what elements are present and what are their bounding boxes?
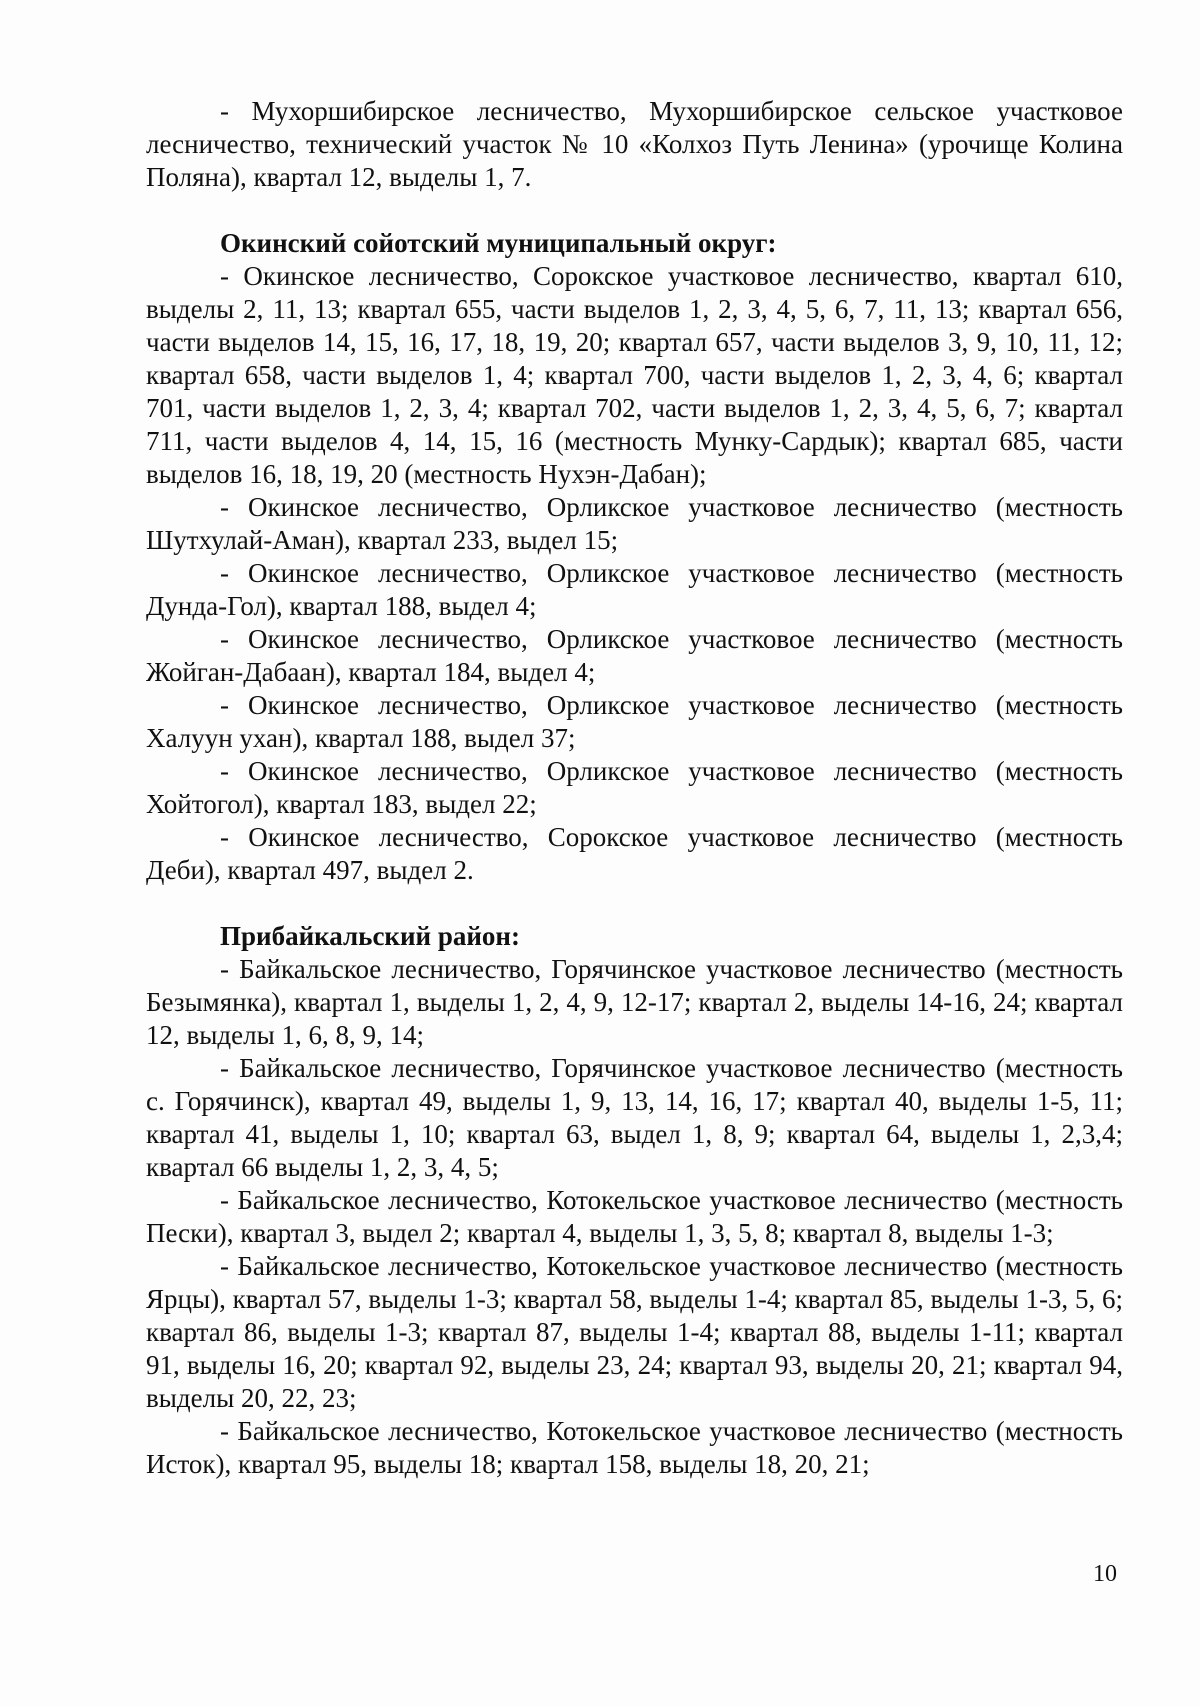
list-item: - Байкальское лесничество, Котокельское участковое лесничество (местность Исток), квартал 95, выделы 18; квартал 158, выделы 18, 20, 21; <box>146 1416 1123 1479</box>
list-item: - Байкальское лесничество, Котокельское участковое лесничество (местность Пески), квартал 3, выдел 2; квартал 4, выделы 1, 3, 5, 8; квартал 8, выделы 1-3; <box>146 1185 1123 1248</box>
section-pribaikalsky <box>146 920 1123 1481</box>
list-item: - Окинское лесничество, Орликское участковое лесничество (местность Шутхулай-Аман), квартал 233, выдел 15; <box>146 492 1123 555</box>
list-item: - Окинское лесничество, Сорокское участковое лесничество (местность Деби), квартал 497, выдел 2. <box>146 822 1123 885</box>
intro-paragraph: - Мухоршибирское лесничество, Мухоршибирское сельское участковое лесничество, технический участок № 10 «Колхоз Путь Ленина» (урочище Колина Поляна), квартал 12, выделы 1, 7. <box>146 96 1123 192</box>
document-body <box>146 95 1123 1481</box>
list-item: - Окинское лесничество, Орликское участковое лесничество (местность Дунда-Гол), квартал 188, выдел 4; <box>146 558 1123 621</box>
section-heading: Прибайкальский район: <box>220 921 520 951</box>
list-item: - Байкальское лесничество, Котокельское участковое лесничество (местность Ярцы), квартал 57, выделы 1-3; квартал 58, выделы 1-4; квартал 85, выделы 1-3, 5, 6; квартал 86, выделы 1-3; квартал 87, выделы 1-4; квартал 88, выделы 1-11; квартал 91, выделы 16, 20; квартал 92, выделы 23, 24; квартал 93, выделы 20, 21; квартал 94, выделы 20, 22, 23; <box>146 1251 1123 1413</box>
list-item: - Байкальское лесничество, Горячинское участковое лесничество (местность с. Горячинск), квартал 49, выделы 1, 9, 13, 14, 16, 17; квартал 40, выделы 1-5, 11; квартал 41, выделы 1, 10; квартал 63, выдел 1, 8, 9; квартал 64, выделы 1, 2,3,4; квартал 66 выделы 1, 2, 3, 4, 5; <box>146 1053 1123 1182</box>
section-okinsky <box>146 227 1123 887</box>
section-heading: Окинский сойотский муниципальный округ: <box>220 228 777 258</box>
list-item: - Окинское лесничество, Орликское участковое лесничество (местность Халуун ухан), квартал 188, выдел 37; <box>146 690 1123 753</box>
list-item: - Окинское лесничество, Орликское участковое лесничество (местность Жойган-Дабаан), квартал 184, выдел 4; <box>146 624 1123 687</box>
list-item: - Окинское лесничество, Сорокское участковое лесничество, квартал 610, выделы 2, 11, 13; квартал 655, части выделов 1, 2, 3, 4, 5, 6, 7, 11, 13; квартал 656, части выделов 14, 15, 16, 17, 18, 19, 20; квартал 657, части выделов 3, 9, 10, 11, 12; квартал 658, части выделов 1, 4; квартал 700, части выделов 1, 2, 3, 4, 6; квартал 701, части выделов 1, 2, 3, 4; квартал 702, части выделов 1, 2, 3, 4, 5, 6, 7; квартал 711, части выделов 4, 14, 15, 16 (местность Мунку-Сардык); квартал 685, части выделов 16, 18, 19, 20 (местность Нухэн-Дабан); <box>146 261 1123 489</box>
list-item: - Байкальское лесничество, Горячинское участковое лесничество (местность Безымянка), квартал 1, выделы 1, 2, 4, 9, 12-17; квартал 2, выделы 14-16, 24; квартал 12, выделы 1, 6, 8, 9, 14; <box>146 954 1123 1050</box>
list-item: - Окинское лесничество, Орликское участковое лесничество (местность Хойтогол), квартал 183, выдел 22; <box>146 756 1123 819</box>
page-number: 10 <box>1093 1561 1117 1587</box>
